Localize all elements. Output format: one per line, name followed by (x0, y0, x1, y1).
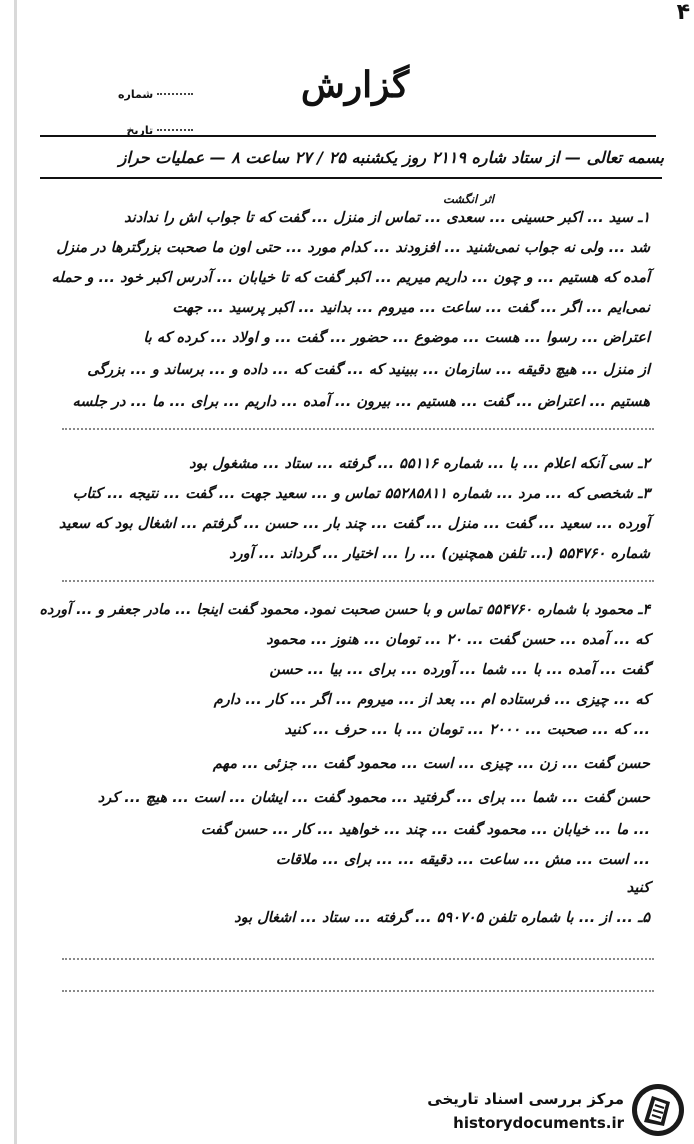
section-1-line: ۱ـ سید ... اکبر حسینی ... سعدی ... تماس از منزل ... گفت که تا جواب اش را ندادند (124, 210, 650, 226)
section-4-line: ۴ـ محمود با شماره ۵۵۴۷۶۰ تماس و با حسن صحبت نمود. محمود گفت اینجا ... مادر جعفر و ... آورده (39, 602, 650, 618)
section-4-line: ... ما ... خیابان ... محمود گفت ... چند ... خواهید ... کار ... حسن گفت (200, 822, 650, 838)
section-3-line: شماره ۵۵۴۷۶۰ (... تلفن همچنین) ... را ... اختیار ... گرداند ... آورد (229, 546, 650, 562)
section-2-line: ۲ـ سی آنکه اعلام ... با ... شماره ۵۵۱۱۶ ... گرفته ... ستاد ... مشغول بود (189, 456, 650, 472)
dotted-line (62, 990, 654, 992)
dotted-line (62, 580, 654, 582)
section-4-line: حسن گفت ... زن ... چیزی ... است ... محمود گفت ... جزئی ... مهم (212, 756, 650, 772)
section-1-line: آمده که هستیم ... و چون ... داریم میریم ... اکبر گفت که تا خیابان ... آدرس اکبر خود ... و حمله (51, 270, 650, 286)
dotted-line (62, 958, 654, 960)
date-field (118, 112, 193, 148)
report-subject: بسمه تعالی — از ستاد شاره ۲۱۱۹ روز یکشنبه ۲۵ / ۲۷ ساعت ۸ — عملیات حراز (118, 148, 664, 167)
document-logo-icon (630, 1082, 686, 1138)
section-1-line: هستیم ... اعتراض ... گفت ... هستیم ... بیرون ... آمده ... داریم ... برای ... ما ... در جلسه (72, 394, 650, 410)
section-4-line: ... است ... مش ... ساعت ... دقیقه ... ... برای ... ملاقات (275, 852, 650, 868)
archive-watermark (404, 1080, 690, 1140)
header-rule-top (40, 135, 656, 137)
section-1-annotation: اثر انگشت (442, 192, 494, 206)
page-corner-mark: ۴ (676, 0, 690, 25)
number-field (118, 76, 193, 112)
form-side-labels (118, 76, 193, 148)
section-1-line: اعتراض ... رسوا ... هست ... موضوع ... حضور ... گفت ... و اولاد ... کرده که با (143, 330, 650, 346)
section-1-line: شد ... ولی نه جواب نمی‌شنید ... افزودند ... کدام مورد ... حتی اون ما صحبت بزرگترها در منزل (56, 240, 650, 256)
dotted-line (62, 428, 654, 430)
section-4-line: که ... چیزی ... فرستاده ام ... بعد از ... میروم ... اگر ... کار ... دارم (213, 692, 650, 708)
section-4-line: گفت ... آمده ... با ... شما ... آورده ... برای ... بیا ... حسن (269, 662, 650, 678)
section-3-line: ۳ـ شخصی که ... مرد ... شماره ۵۵۲۸۵۸۱۱ تماس و ... سعید جهت ... گفت ... نتیجه ... کتاب (72, 486, 650, 502)
section-4-line: ... که ... صحبت ... ۲۰۰۰ ... تومان ... با ... حرف ... کنید (284, 722, 650, 738)
section-3-line: آورده ... سعید ... گفت ... منزل ... گفت ... چند بار ... حسن ... گرفتم ... اشغال بود که سعید (58, 516, 650, 532)
section-4-line: حسن گفت ... شما ... برای ... گرفتید ... محمود گفت ... ایشان ... است ... هیچ ... کرد (97, 790, 650, 806)
number-label: شماره (118, 87, 154, 101)
report-title: گزارش (300, 64, 410, 106)
section-4-line: که ... آمده ... حسن گفت ... ۲۰ ... تومان ... هنوز ... محمود (266, 632, 650, 648)
date-label: تاریخ (126, 123, 154, 137)
section-4-line: کنید (626, 880, 650, 896)
watermark-org-name: مرکز بررسی اسناد تاریخی (427, 1090, 624, 1108)
header-rule-bottom (40, 177, 662, 179)
section-1-line: نمی‌ایم ... اگر ... گفت ... ساعت ... میروم ... بدانید ... اکبر پرسید ... جهت (172, 300, 650, 316)
section-5-line: ۵ـ ... از ... با شماره تلفن ۵۹۰۷۰۵ ... گرفته ... ستاد ... اشغال بود (234, 910, 650, 926)
page-edge (14, 0, 17, 1144)
section-1-line: از منزل ... هیچ دقیقه ... سازمان ... ببینید که ... گفت که ... داده و ... برساند و ... بزرگی (87, 362, 650, 378)
watermark-url: historydocuments.ir (453, 1114, 624, 1132)
